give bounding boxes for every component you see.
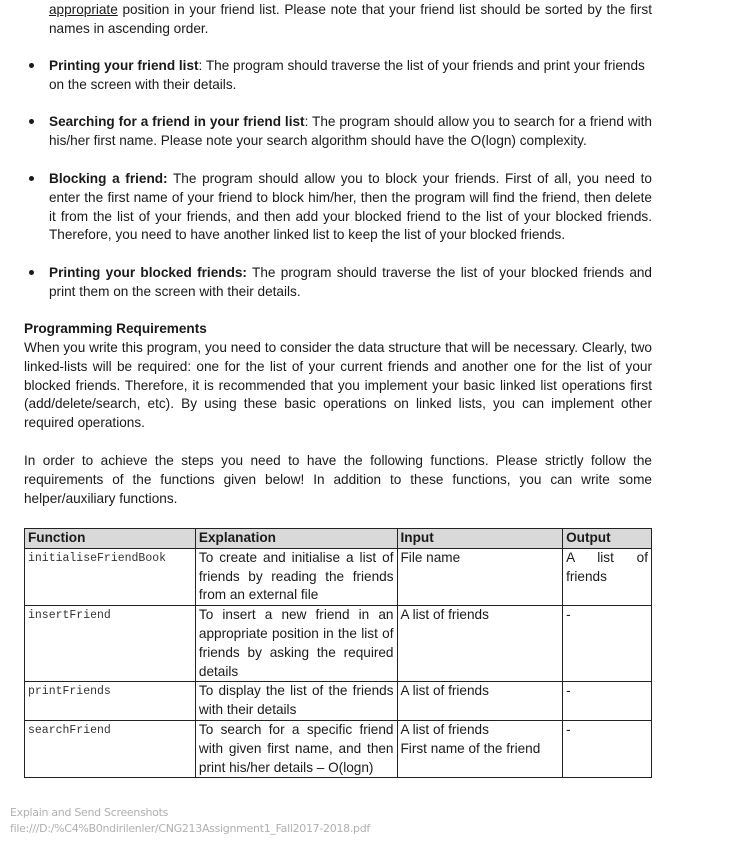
output: A list of friends <box>563 548 652 605</box>
output: - <box>563 720 652 777</box>
bullet-icon <box>28 113 36 121</box>
section-heading: Programming Requirements <box>24 321 207 336</box>
explanation: To search for a specific friend with given first name, and then print his/her details – O(logn) <box>195 720 397 777</box>
bullet-item-printing-blocked: Printing your blocked friends: The program should traverse the list of your blocked friends and print them on the screen with their details. <box>49 265 652 299</box>
bullet-item-blocking-friend: Blocking a friend: The program should allow you to block your friends. First of all, you need to enter the first name of your friend to block him/her, then the program will find the friend, then delete it from the list of your friends, and then add your blocked friend to the list of your blocked friends. Therefore, you need to have another linked list to keep the list of your blocked friends. <box>49 171 652 243</box>
requirements-paragraph: When you write this program, you need to consider the data structure that will be necessary. Clearly, two linked-lists will be required: one for the list of your current friends and another one for the list of your blocked friends. Therefore, it is recommended that you implement your basic linked list operations first (add/delete/search, etc). By using these basic operations on linked lists, you can implement other required operations. <box>24 340 652 431</box>
table-row <box>25 682 652 721</box>
table-row <box>25 606 652 682</box>
bullet-icon <box>28 170 36 178</box>
input: A list of friends First name of the friend <box>397 720 563 777</box>
bullet-item-searching-friend: Searching for a friend in your friend list: The program should allow you to search for a friend with his/her first name. Please note your search algorithm should have the O(logn) complexity. <box>49 114 652 148</box>
intro-paragraph: appropriate position in your friend list. Please note that your friend list should be sorted by the first names in ascending order. <box>49 2 652 36</box>
function-name: insertFriend <box>25 606 196 682</box>
column-header: Function <box>25 529 196 549</box>
function-name: searchFriend <box>25 720 196 777</box>
underlined-word: appropriate <box>49 2 118 17</box>
table-header-row <box>25 529 652 549</box>
function-name: initialiseFriendBook <box>25 548 196 605</box>
explanation: To display the list of the friends with their details <box>195 682 397 721</box>
column-header: Explanation <box>195 529 397 549</box>
input: File name <box>397 548 563 605</box>
output: - <box>563 606 652 682</box>
table-row <box>25 548 652 605</box>
functions-intro-paragraph: In order to achieve the steps you need to have the following functions. Please strictly follow the requirements of the functions given below! In addition to these functions, you can write some helper/auxiliary functions. <box>24 453 652 506</box>
column-header: Input <box>397 529 563 549</box>
footer-file-path: file:///D:/%C4%B0ndirilenler/CNG213Assignment1_Fall2017-2018.pdf <box>10 822 370 835</box>
functions-table <box>24 528 652 778</box>
column-header: Output <box>563 529 652 549</box>
bullet-icon <box>28 264 36 272</box>
input: A list of friends <box>397 682 563 721</box>
input: A list of friends <box>397 606 563 682</box>
output: - <box>563 682 652 721</box>
bullet-item-printing-friends: Printing your friend list: The program should traverse the list of your friends and print your friends on the screen with their details. <box>49 58 645 92</box>
table-row <box>25 720 652 777</box>
explanation: To insert a new friend in an appropriate position in the list of friends by asking the required details <box>195 606 397 682</box>
explanation: To create and initialise a list of friends by reading the friends from an external file <box>195 548 397 605</box>
footer-caption: Explain and Send Screenshots <box>10 806 169 819</box>
function-name: printFriends <box>25 682 196 721</box>
bullet-icon <box>28 57 36 65</box>
